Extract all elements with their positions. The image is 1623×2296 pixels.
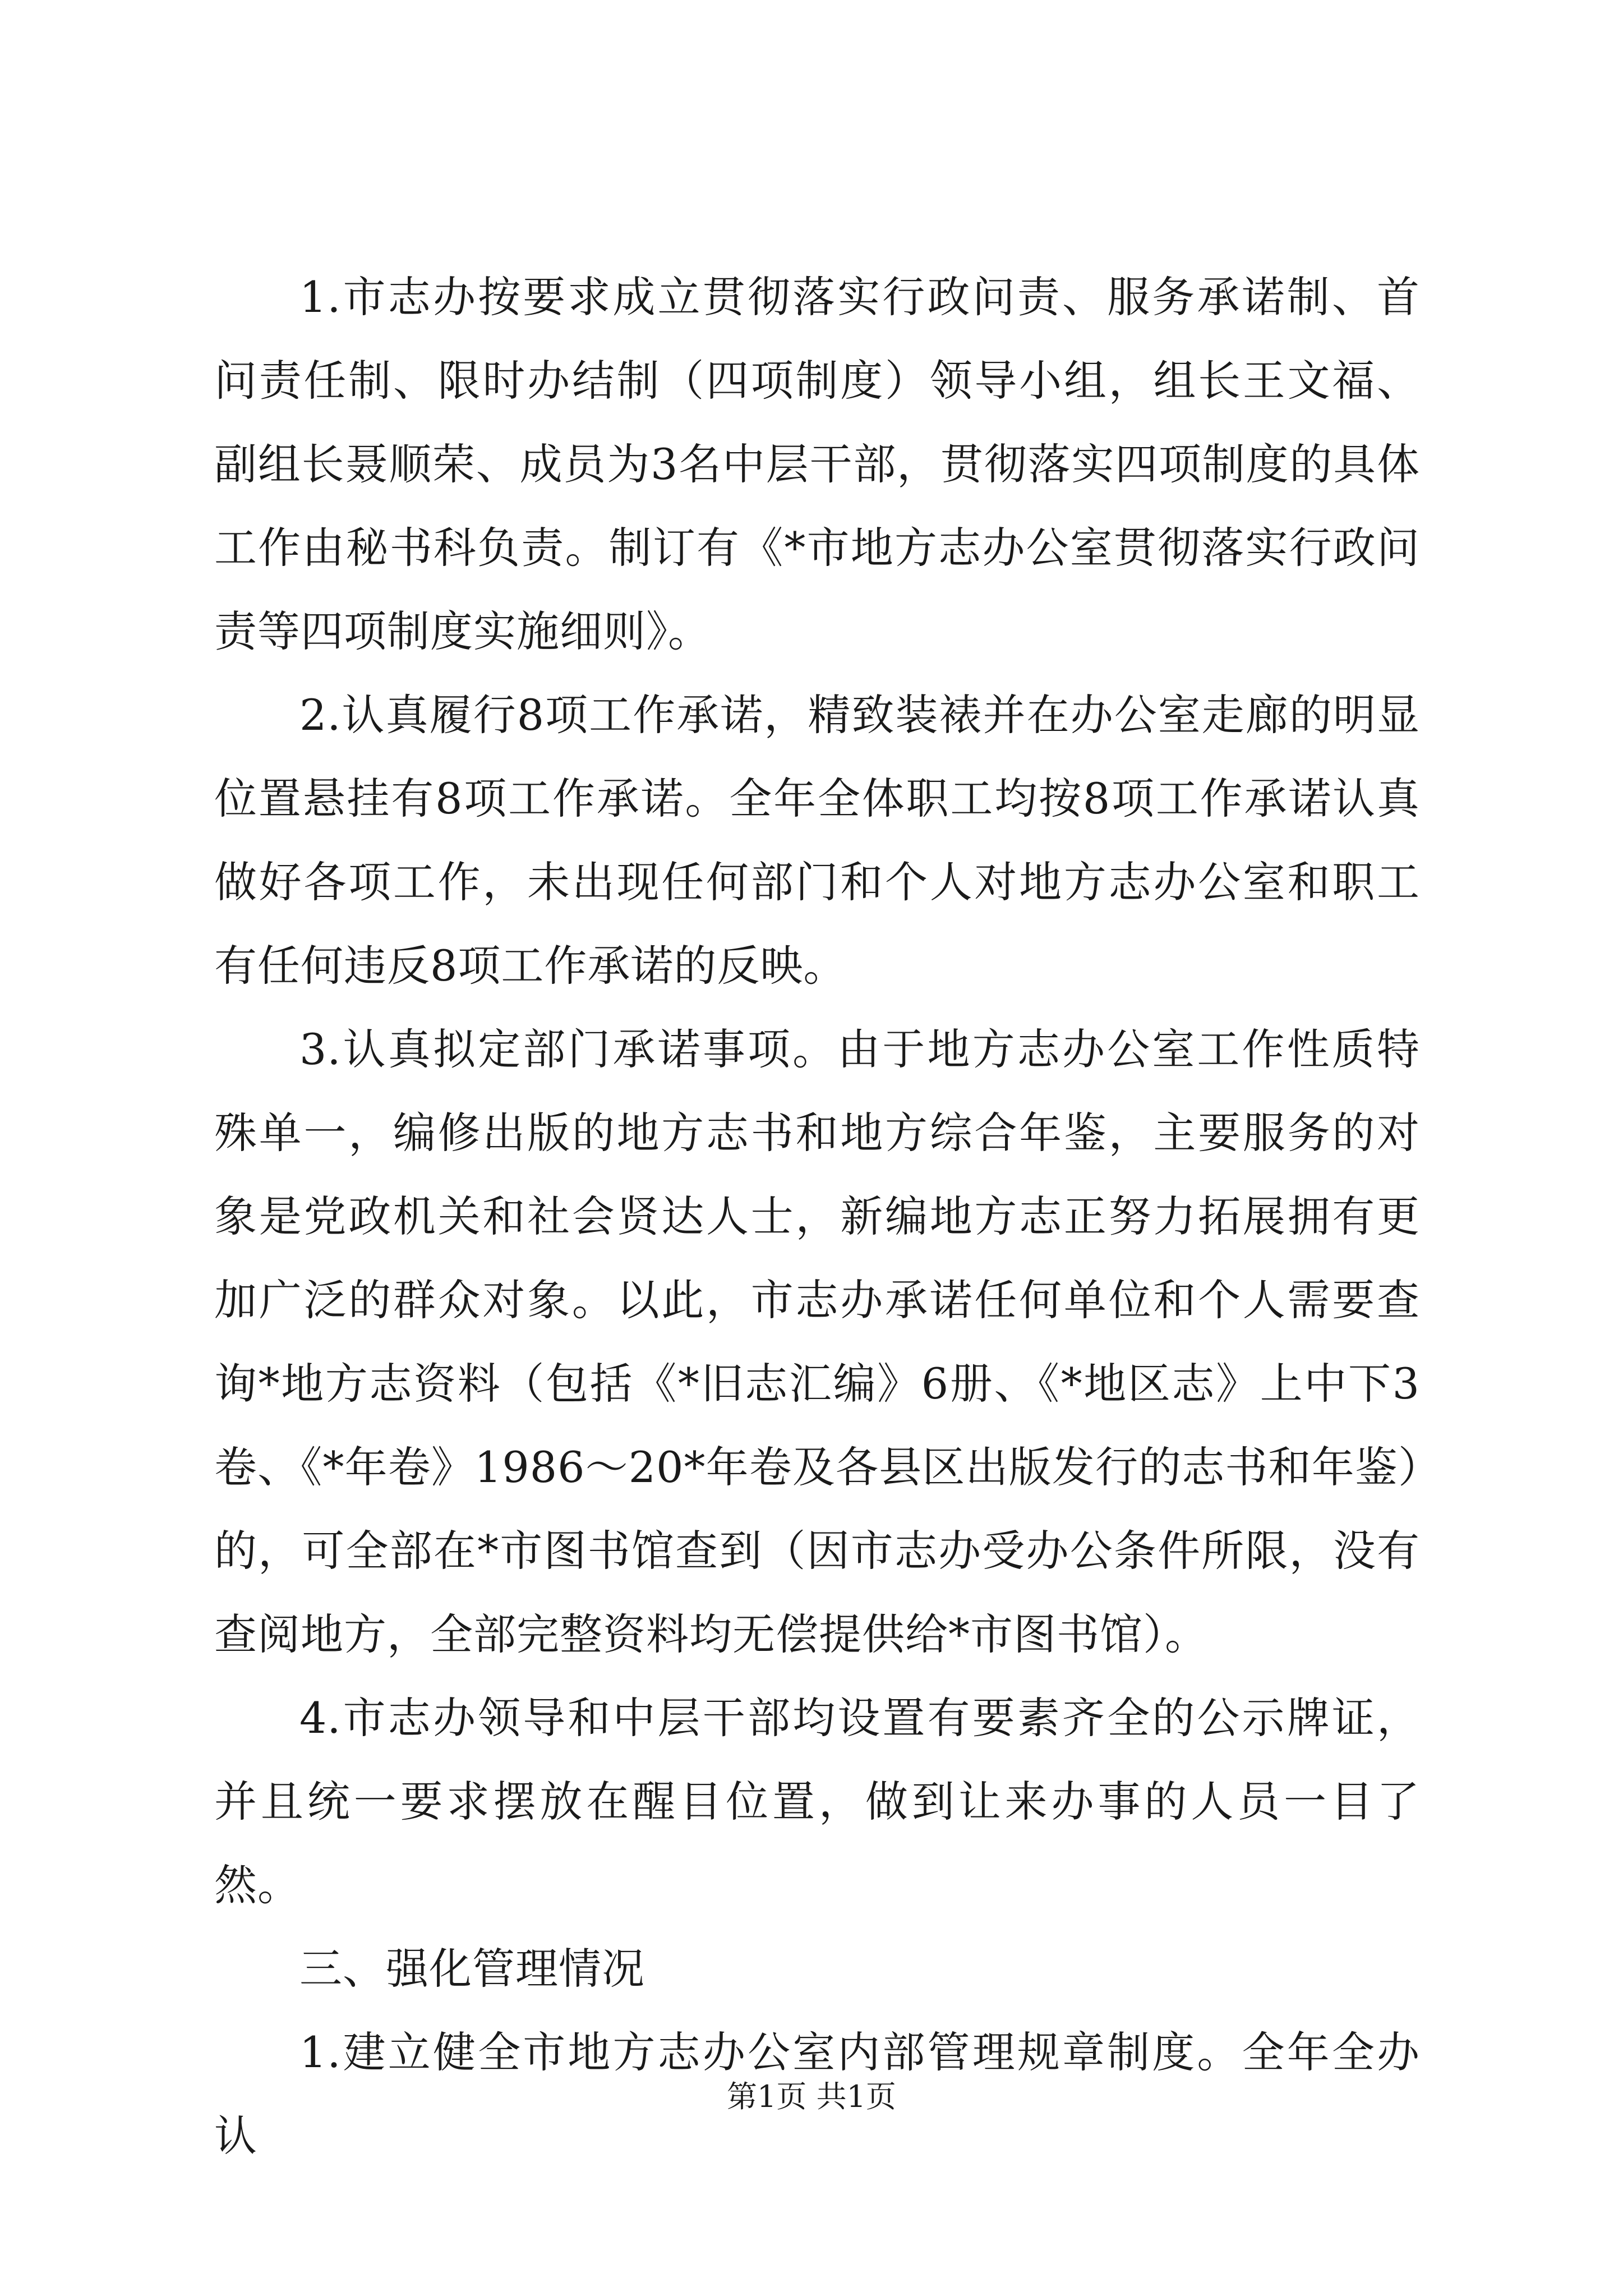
paragraph-1: 1.市志办按要求成立贯彻落实行政问责、服务承诺制、首问责任制、限时办结制（四项制度）领导小组，组长王文福、副组长聂顺荣、成员为3名中层干部，贯彻落实四项制度的具体工作由秘书科负责。制订有《*市地方志办公室贯彻落实行政问责等四项制度实施细则》。 [214,272,1420,656]
paragraph-5: 1.建立健全市地方志办公室内部管理规章制度。全年全办认 [214,2027,1420,2161]
paragraph-3: 3.认真拟定部门承诺事项。由于地方志办公室工作性质特殊单一，编修出版的地方志书和地方综合年鉴，主要服务的对象是党政机关和社会贤达人士，新编地方志正努力拓展拥有更加广泛的群众对象。以此，市志办承诺任何单位和个人需要查询*地方志资料（包括《*旧志汇编》6册、《*地区志》上中下3卷、《*年卷》1986～20*年卷及各县区出版发行的志书和年鉴）的，可全部在*市图书馆查到（因市志办受办公条件所限，没有查阅地方，全部完整资料均无偿提供给*市图书馆）。 [214,1024,1420,1659]
paragraph-2: 2.认真履行8项工作承诺，精致装裱并在办公室走廊的明显位置悬挂有8项工作承诺。全年全体职工均按8项工作承诺认真做好各项工作，未出现任何部门和个人对地方志办公室和职工有任何违反8项工作承诺的反映。 [214,690,1420,991]
document-body [214,255,1420,2178]
paragraph-4: 4.市志办领导和中层干部均设置有要素齐全的公示牌证，并且统一要求摆放在醒目位置，做到让来办事的人员一目了然。 [214,1693,1420,1910]
page-footer: 第1页 共1页 [727,2079,896,2114]
section-heading: 三、强化管理情况 [299,1944,645,1994]
